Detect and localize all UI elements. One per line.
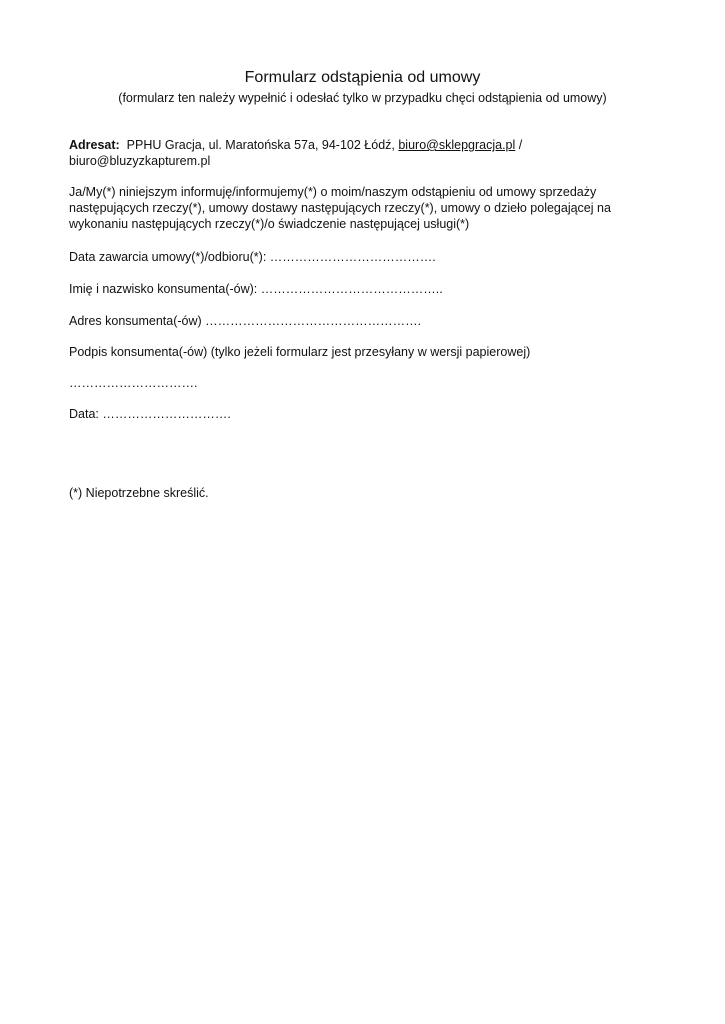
- declaration-line-1: Ja/My(*) niniejszym informuję/informujemy(*) o moim/naszym odstąpieniu od umowy sprzedaży: [69, 185, 597, 199]
- contract-date-field: Data zawarcia umowy(*)/odbioru(*): ………………………………….: [69, 250, 436, 264]
- declaration-line-3: wykonaniu następujących rzeczy(*)/o świadczenie następującej usługi(*): [69, 217, 470, 231]
- email-bluzyzkapturem: biuro@bluzyzkapturem.pl: [69, 154, 211, 168]
- email-link-sklepgracja[interactable]: biuro@sklepgracja.pl: [398, 138, 516, 152]
- signature-line: ………………………….: [69, 376, 198, 390]
- addressee-label: Adresat:: [69, 138, 120, 152]
- email-separator: /: [518, 138, 523, 152]
- date-field: Data: ………………………….: [69, 407, 231, 421]
- footnote: (*) Niepotrzebne skreślić.: [69, 486, 209, 500]
- document-subtitle: (formularz ten należy wypełnić i odesłać tylko w przypadku chęci odstąpienia od umowy): [118, 91, 607, 105]
- consumer-name-field: Imię i nazwisko konsumenta(-ów): ……………………………………..: [69, 282, 443, 296]
- signature-label: Podpis konsumenta(-ów) (tylko jeżeli formularz jest przesyłany w wersji papierowej): [69, 345, 531, 359]
- addressee-text: PPHU Gracja, ul. Maratońska 57a, 94-102 Łódź,: [126, 138, 395, 152]
- addressee-block: [69, 137, 669, 169]
- declaration-paragraph: [69, 184, 669, 232]
- document-title: Formularz odstąpienia od umowy: [244, 69, 481, 86]
- declaration-line-2: następujących rzeczy(*), umowy dostawy następujących rzeczy(*), umowy o dzieło polegającej na: [69, 201, 611, 215]
- consumer-address-field: Adres konsumenta(-ów) …………………………………………….: [69, 314, 422, 328]
